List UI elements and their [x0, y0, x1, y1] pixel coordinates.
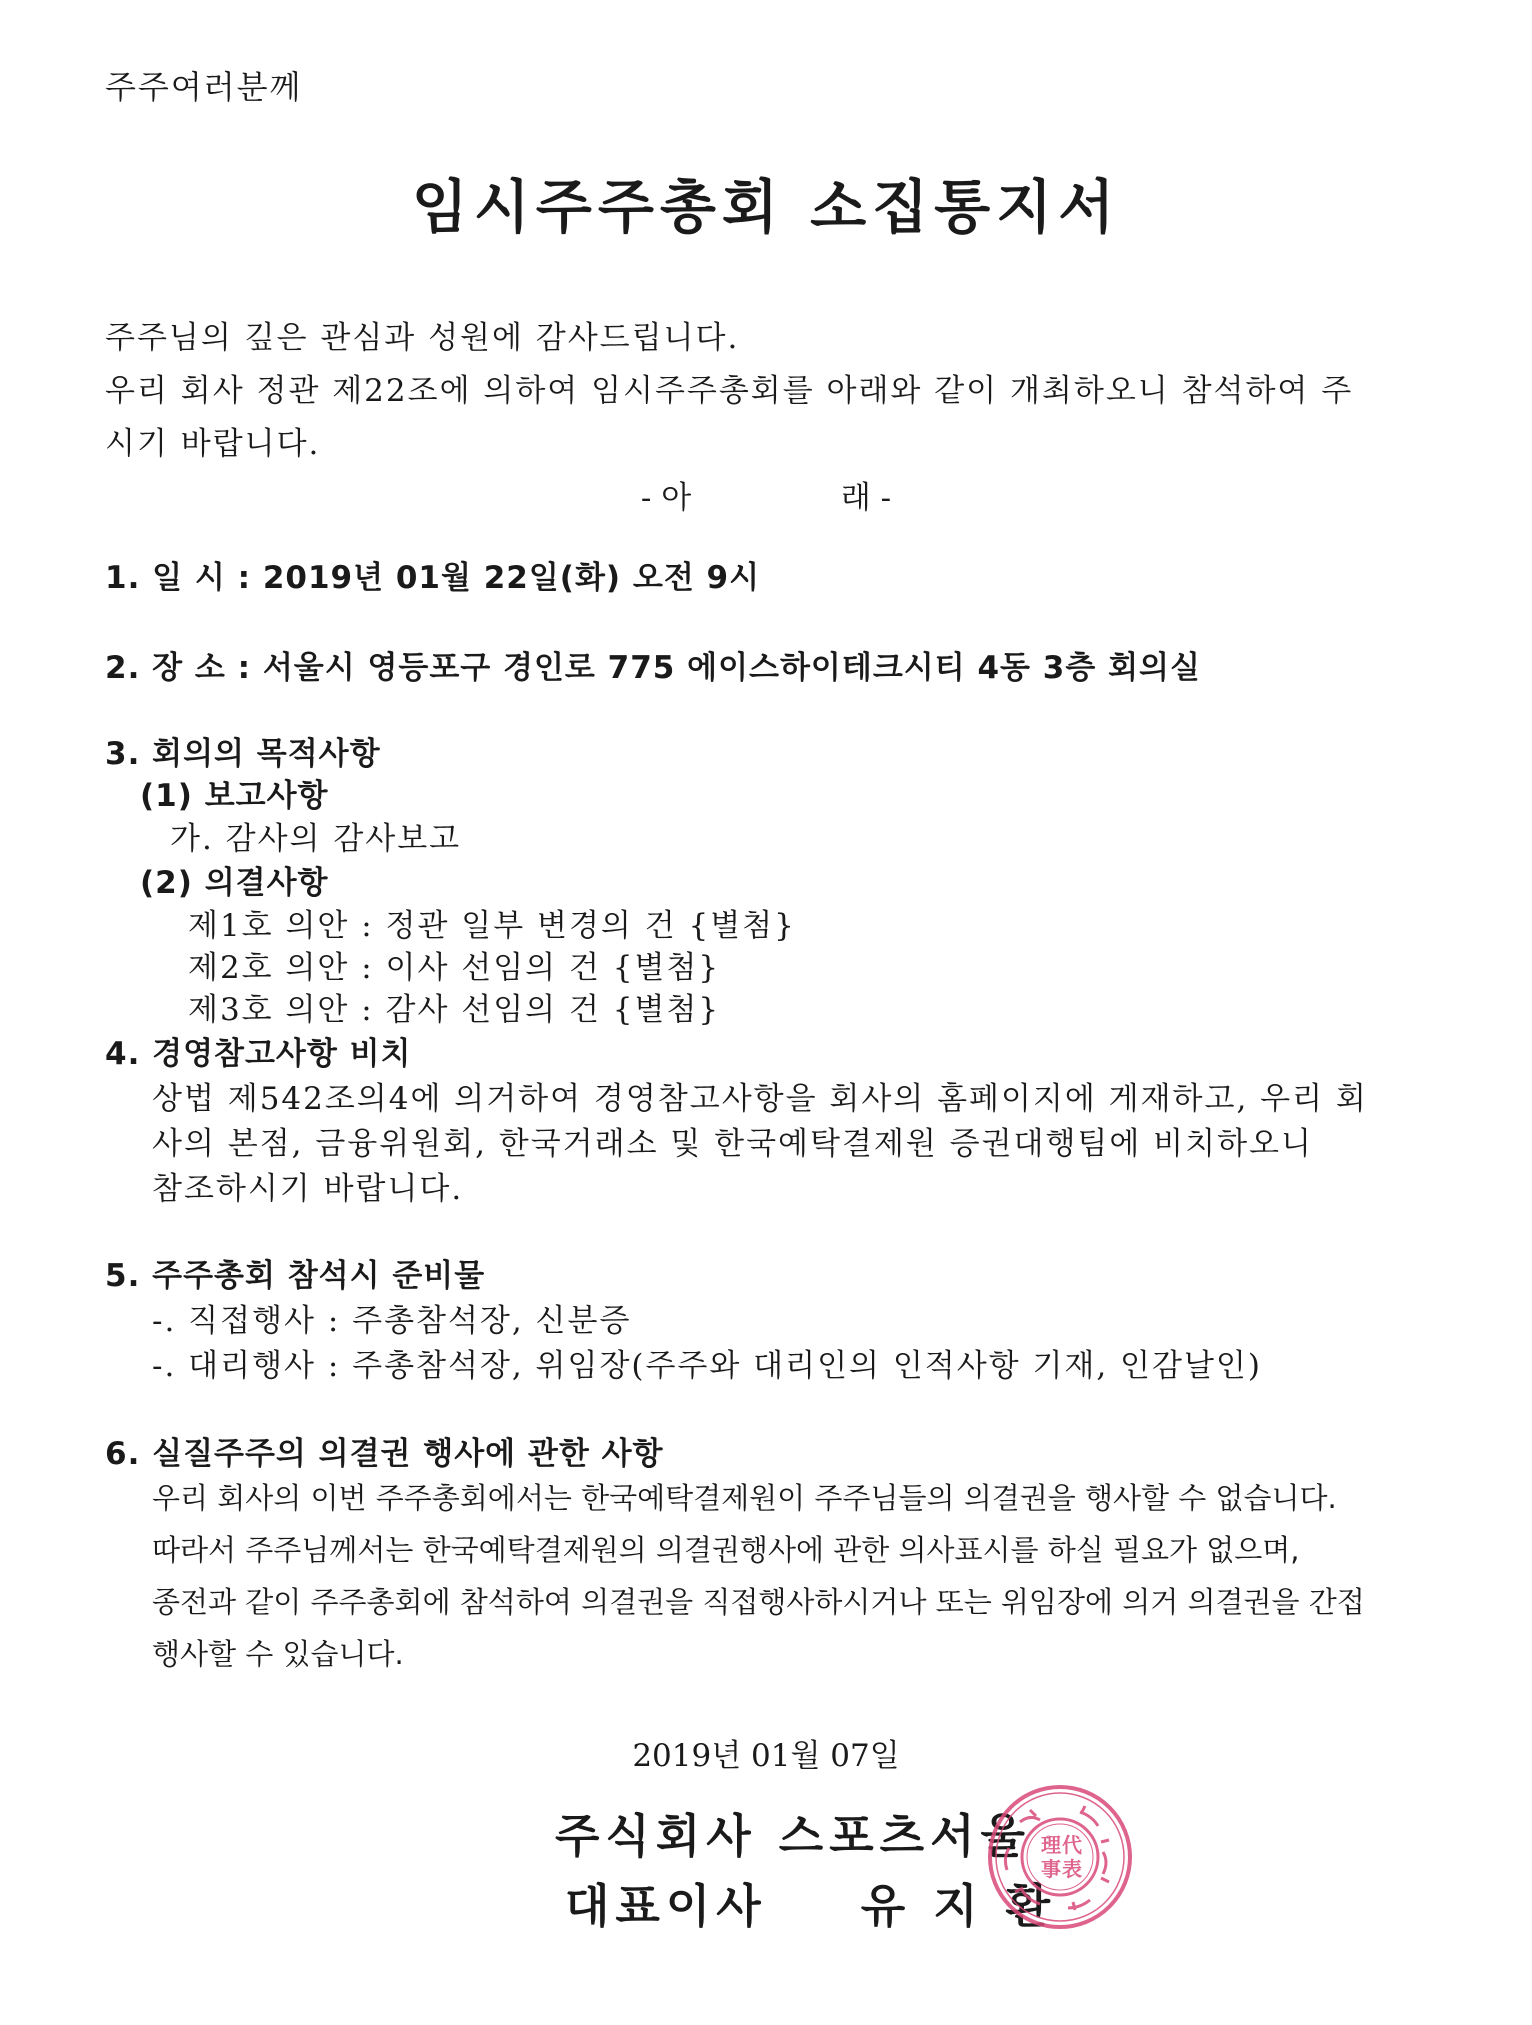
resolution-heading: (2) 의결사항 — [140, 865, 329, 901]
preparation-line-1: -. 직접행사 : 주총참석장, 신분증 — [152, 1303, 632, 1339]
resolution-item-3: 제3호 의안 : 감사 선임의 건 {별첨} — [188, 992, 721, 1028]
page-title: 임시주주총회 소집통지서 — [411, 173, 1121, 241]
preparation-heading: 5. 주주총회 참석시 준비물 — [105, 1258, 486, 1294]
intro-line-3: 시기 바랍니다. — [105, 426, 321, 462]
separator-right: 래 - — [840, 480, 892, 516]
ceo-name: 유 지 환 — [860, 1879, 1057, 1933]
intro-line-1: 주주님의 깊은 관심과 성원에 감사드립니다. — [105, 320, 740, 356]
resolution-item-2: 제2호 의안 : 이사 선임의 건 {별첨} — [188, 950, 721, 986]
reference-heading: 4. 경영참고사항 비치 — [105, 1036, 412, 1072]
seal-char-1: 理 — [1041, 1833, 1061, 1857]
voting-line-3: 종전과 같이 주주총회에 참석하여 의결권을 직접행사하시거나 또는 위임장에 의거 의결권을 간접 — [152, 1585, 1365, 1619]
company-name: 주식회사 스포츠서울 — [555, 1809, 1031, 1863]
separator — [0, 472, 1532, 517]
salutation: 주주여러분께 — [105, 68, 303, 106]
company-seal-icon — [985, 1782, 1135, 1932]
place-value: 서울시 영등포구 경인로 775 에이스하이테크시티 4동 3층 회의실 — [262, 650, 1201, 686]
intro-line-2: 우리 회사 정관 제22조에 의하여 임시주주총회를 아래와 같이 개최하오니 참석하여 주 — [105, 373, 1354, 409]
reference-line-2: 사의 본점, 금융위원회, 한국거래소 및 한국예탁결제원 증권대행팀에 비치하오니 — [152, 1126, 1313, 1162]
seal-char-2: 代 — [1062, 1833, 1082, 1857]
separator-left: - 아 — [640, 480, 692, 516]
reference-line-1: 상법 제542조의4에 의거하여 경영참고사항을 회사의 홈페이지에 게재하고, 우리 회 — [152, 1081, 1368, 1117]
datetime-row — [105, 552, 760, 597]
voting-line-1: 우리 회사의 이번 주주총회에서는 한국예탁결제원이 주주님들의 의결권을 행사할 수 없습니다. — [152, 1481, 1337, 1515]
resolution-item-1: 제1호 의안 : 정관 일부 변경의 건 {별첨} — [188, 908, 796, 944]
ceo-line — [565, 1870, 1056, 1936]
report-item: 가. 감사의 감사보고 — [170, 821, 462, 857]
voting-line-4: 행사할 수 있습니다. — [152, 1637, 404, 1671]
datetime-value: 2019년 01월 22일(화) 오전 9시 — [262, 560, 761, 596]
agenda-heading: 3. 회의의 목적사항 — [105, 736, 381, 772]
report-heading: (1) 보고사항 — [140, 778, 329, 814]
reference-line-3: 참조하시기 바랍니다. — [152, 1171, 464, 1207]
place-row — [105, 642, 1201, 687]
seal-char-4: 表 — [1062, 1857, 1082, 1881]
seal-char-3: 事 — [1041, 1857, 1061, 1881]
notice-date: 2019년 01월 07일 — [632, 1738, 900, 1774]
voting-heading: 6. 실질주주의 의결권 행사에 관한 사항 — [105, 1436, 664, 1472]
place-label: 2. 장 소 : — [105, 650, 252, 686]
datetime-label: 1. 일 시 : — [105, 560, 252, 596]
voting-line-2: 따라서 주주님께서는 한국예탁결제원의 의결권행사에 관한 의사표시를 하실 필요가 없으며, — [152, 1533, 1300, 1567]
preparation-line-2: -. 대리행사 : 주총참석장, 위임장(주주와 대리인의 인적사항 기재, 인감날인) — [152, 1348, 1262, 1384]
ceo-title: 대표이사 — [565, 1879, 767, 1933]
